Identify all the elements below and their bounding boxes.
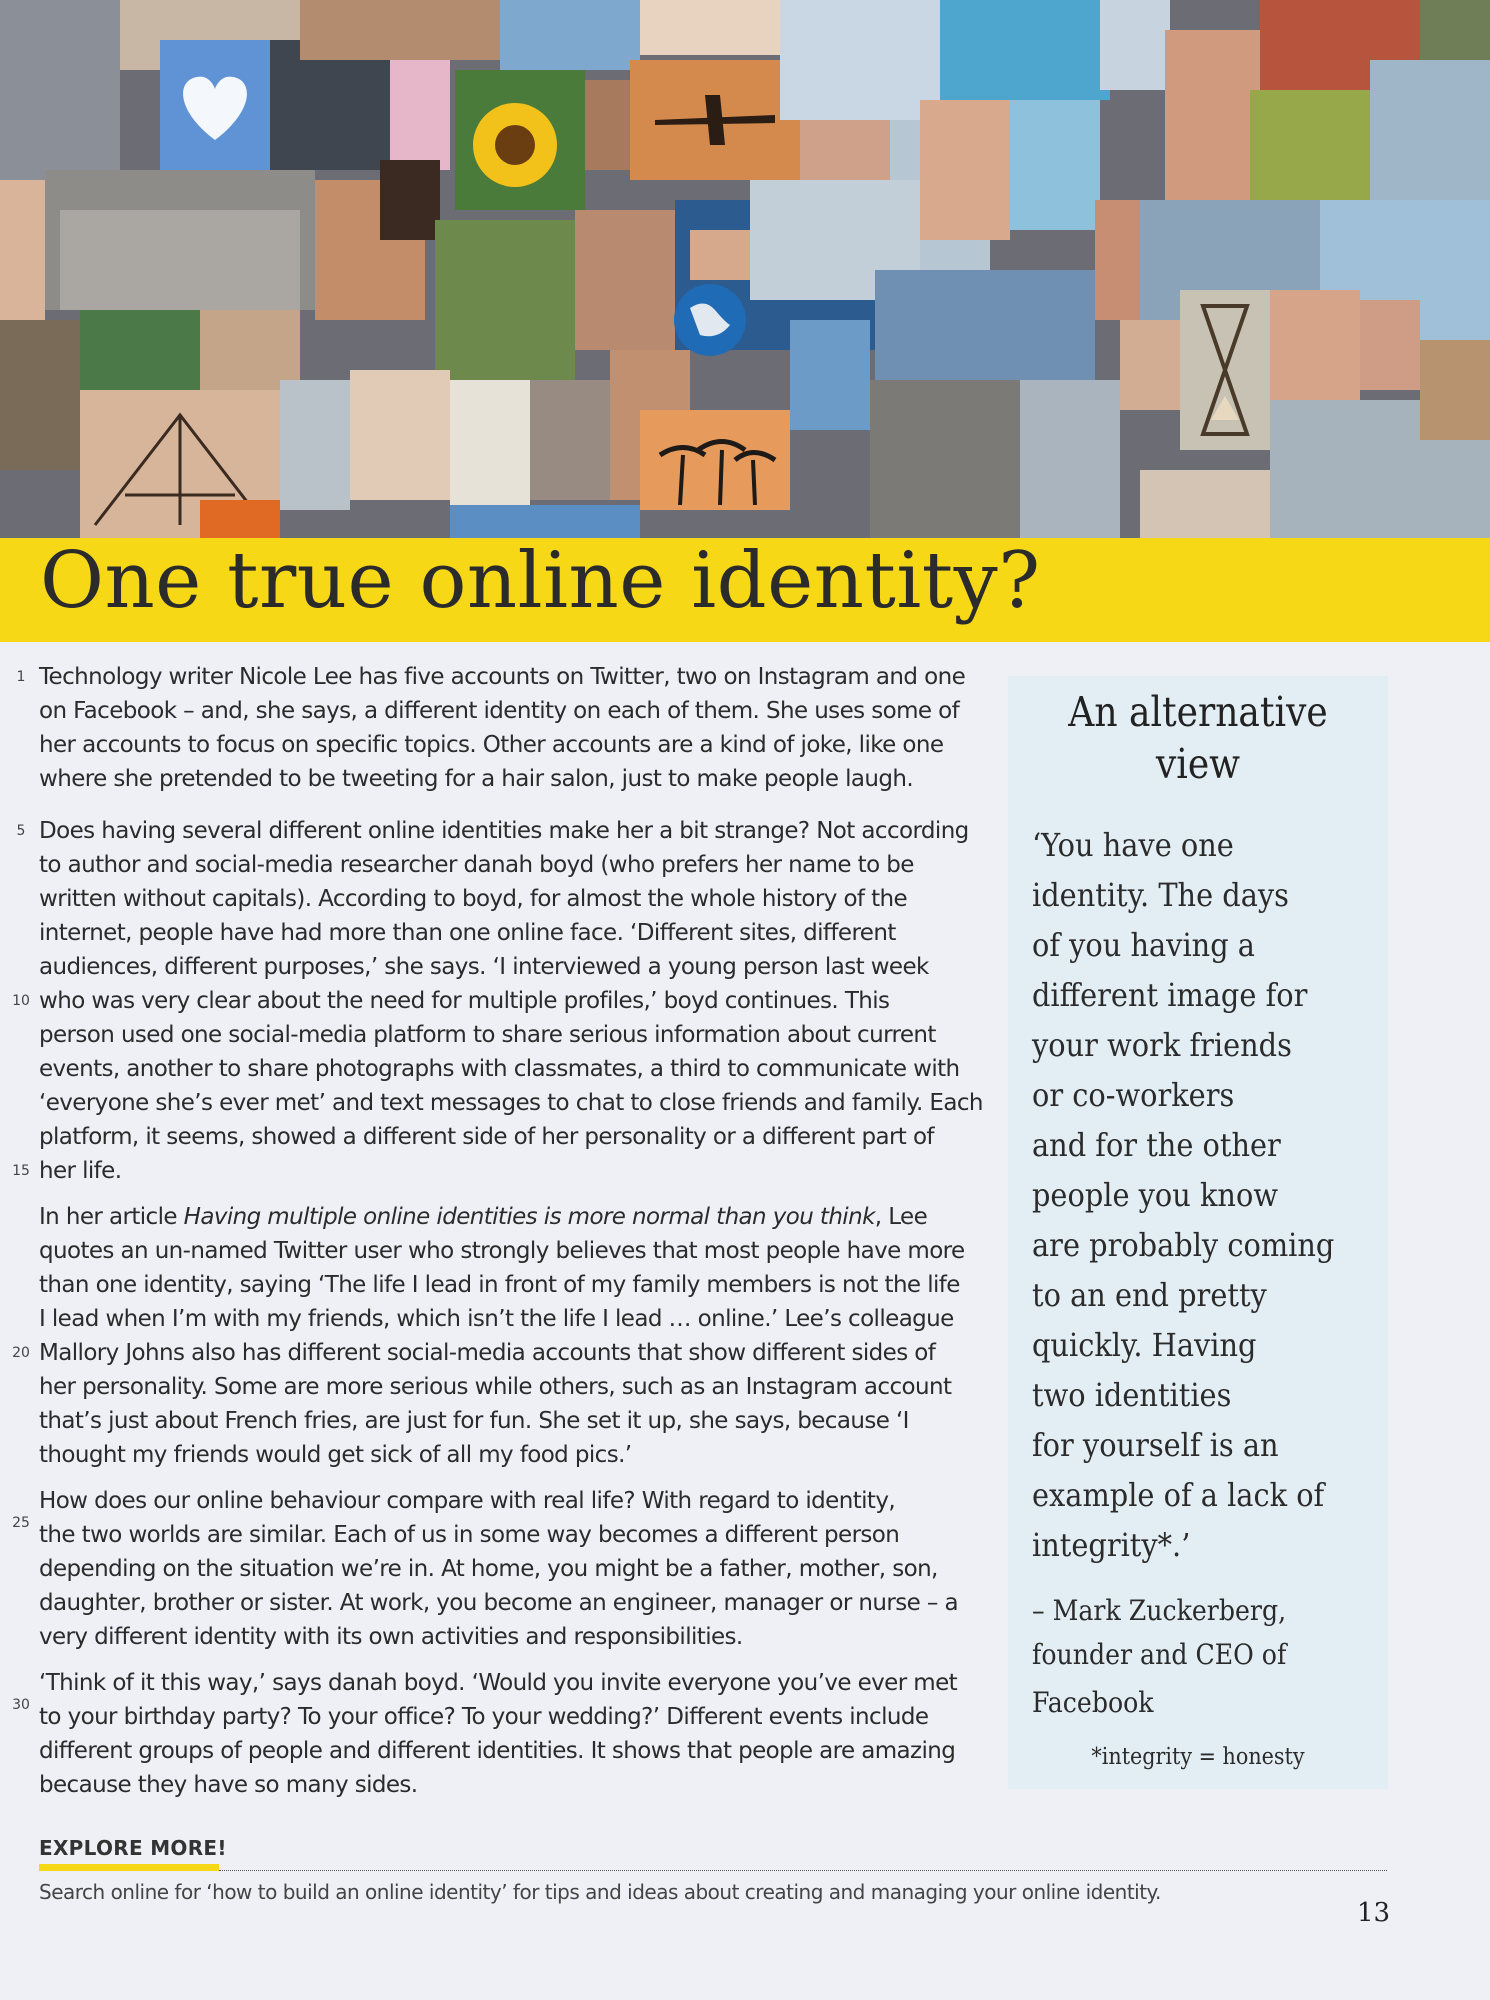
quote-line: and for the other xyxy=(1032,1126,1281,1164)
text-line: Does having several different online identities make her a bit strange? Not according xyxy=(39,818,969,844)
page-number: 13 xyxy=(1357,1898,1391,1928)
text-line: depending on the situation we’re in. At home, you might be a father, mother, son, xyxy=(39,1556,938,1582)
quote-line: or co-workers xyxy=(1032,1076,1235,1114)
text-line: because they have so many sides. xyxy=(39,1772,418,1798)
text-line: written without capitals). According to boyd, for almost the whole history of the xyxy=(39,886,908,912)
palm-trees-icon xyxy=(650,425,780,505)
quote-line: to an end pretty xyxy=(1032,1276,1267,1314)
quote-line: people you know xyxy=(1032,1176,1278,1214)
attribution-line: Facebook xyxy=(1032,1686,1154,1719)
line-number: 10 xyxy=(12,993,30,1009)
text-line: her accounts to focus on specific topics. Other accounts are a kind of joke, like one xyxy=(39,732,944,758)
text-line: audiences, different purposes,’ she says. ‘I interviewed a young person last week xyxy=(39,954,929,980)
text-line: person used one social-media platform to share serious information about current xyxy=(39,1022,936,1048)
quote-line: example of a lack of xyxy=(1032,1476,1325,1514)
text-line: that’s just about French fries, are just for fun. She set it up, she says, because ‘I xyxy=(39,1408,909,1434)
text-line: thought my friends would get sick of all my food pics.’ xyxy=(39,1442,632,1468)
footnote: *integrity = honesty xyxy=(1091,1744,1305,1770)
earth-icon xyxy=(670,280,750,360)
text-line: Technology writer Nicole Lee has five accounts on Twitter, two on Instagram and one xyxy=(39,664,966,690)
quote-line: for yourself is an xyxy=(1032,1426,1279,1464)
text-line: quotes an un-named Twitter user who strongly believes that most people have more xyxy=(39,1238,965,1264)
sidebar-title xyxy=(1031,686,1365,790)
text-line: the two worlds are similar. Each of us in some way becomes a different person xyxy=(39,1522,900,1548)
text-line xyxy=(39,1200,927,1234)
divider xyxy=(219,1870,1387,1871)
quote-line: integrity*.’ xyxy=(1032,1526,1191,1564)
text-span: , Lee xyxy=(874,1204,928,1230)
article-citation: Having multiple online identities is more normal than you think xyxy=(183,1204,875,1230)
text-line: ‘everyone she’s ever met’ and text messages to chat to close friends and family. Each xyxy=(39,1090,983,1116)
line-number: 30 xyxy=(12,1697,30,1713)
explore-accent-bar xyxy=(39,1864,219,1871)
article-title: One true online identity? xyxy=(40,536,1041,626)
text-line: different groups of people and different identities. It shows that people are amazing xyxy=(39,1738,956,1764)
quote-line: identity. The days xyxy=(1032,876,1289,914)
text-span: In her article xyxy=(39,1204,184,1230)
text-line: events, another to share photographs with classmates, a third to communicate with xyxy=(39,1056,960,1082)
quote-line: two identities xyxy=(1032,1376,1232,1414)
explore-text: Search online for ‘how to build an online identity’ for tips and ideas about creating and managing your online identity. xyxy=(39,1880,1161,1904)
line-number: 15 xyxy=(12,1163,30,1179)
heart-cloud-icon xyxy=(165,55,265,155)
text-line: very different identity with its own activities and responsibilities. xyxy=(39,1624,743,1650)
sidebar-title-line: view xyxy=(1155,740,1241,788)
line-number: 20 xyxy=(12,1345,30,1361)
hourglass-icon xyxy=(1195,300,1255,440)
text-line: than one identity, saying ‘The life I lead in front of my family members is not the life xyxy=(39,1272,960,1298)
text-line: I lead when I’m with my friends, which isn’t the life I lead … online.’ Lee’s colleague xyxy=(39,1306,954,1332)
text-line: Mallory Johns also has different social-media accounts that show different sides of xyxy=(39,1340,936,1366)
quote-line: of you having a xyxy=(1032,926,1255,964)
text-line: her life. xyxy=(39,1158,122,1184)
text-line: daughter, brother or sister. At work, you become an engineer, manager or nurse – a xyxy=(39,1590,958,1616)
text-line: How does our online behaviour compare with real life? With regard to identity, xyxy=(39,1488,896,1514)
text-line: platform, it seems, showed a different side of her personality or a different part of xyxy=(39,1124,934,1150)
text-line: to author and social-media researcher danah boyd (who prefers her name to be xyxy=(39,852,914,878)
text-line: ‘Think of it this way,’ says danah boyd. ‘Would you invite everyone you’ve ever met xyxy=(39,1670,958,1696)
line-number: 25 xyxy=(12,1515,30,1531)
text-line: on Facebook – and, she says, a different identity on each of them. She uses some of xyxy=(39,698,960,724)
quote-line: different image for xyxy=(1032,976,1308,1014)
attribution-line: – Mark Zuckerberg, xyxy=(1032,1594,1287,1627)
text-line: internet, people have had more than one online face. ‘Different sites, different xyxy=(39,920,896,946)
explore-heading: EXPLORE MORE! xyxy=(39,1836,227,1860)
text-line: where she pretended to be tweeting for a hair salon, just to make people laugh. xyxy=(39,766,914,792)
text-line: who was very clear about the need for multiple profiles,’ boyd continues. This xyxy=(39,988,890,1014)
sunflower-icon xyxy=(460,90,570,200)
quote-line: are probably coming xyxy=(1032,1226,1335,1264)
sidebar-title-line: An alternative xyxy=(1068,688,1328,736)
line-number: 5 xyxy=(16,823,26,839)
quote-line: quickly. Having xyxy=(1032,1326,1257,1364)
photo-collage xyxy=(0,0,1490,538)
attribution-line: founder and CEO of xyxy=(1032,1638,1287,1671)
text-line: to your birthday party? To your office? To your wedding?’ Different events include xyxy=(39,1704,929,1730)
text-line: her personality. Some are more serious while others, such as an Instagram account xyxy=(39,1374,952,1400)
airplane-icon xyxy=(650,90,780,150)
quote-line: ‘You have one xyxy=(1032,826,1234,864)
line-number: 1 xyxy=(16,669,26,685)
quote-line: your work friends xyxy=(1032,1026,1292,1064)
sidebar-alternative-view xyxy=(1008,676,1388,1789)
